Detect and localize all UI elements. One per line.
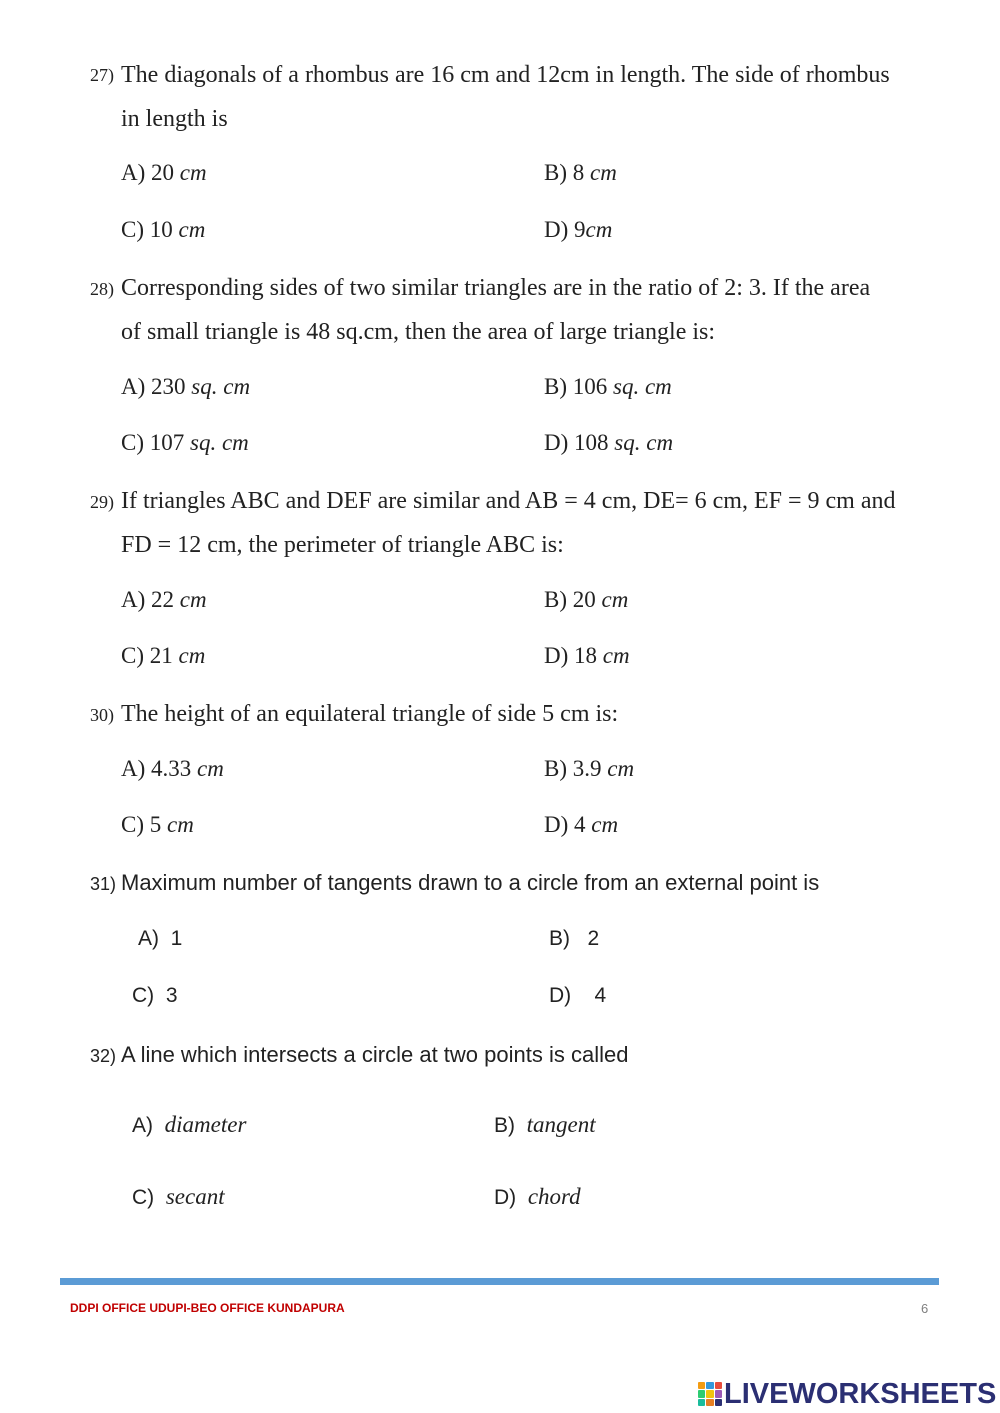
question-28-option-d[interactable]: D) 108 sq. cm [544, 430, 674, 455]
question-31-option-c[interactable]: C) 3 [132, 984, 178, 1007]
question-29-option-b[interactable]: B) 20 cm [544, 587, 629, 612]
question-29-option-c[interactable]: C) 21 cm [121, 643, 206, 668]
liveworksheets-logo[interactable] [698, 1377, 996, 1411]
question-32-number: 32) [90, 1046, 117, 1066]
question-29-text-line2: FD = 12 cm, the perimeter of triangle ABC is: [121, 532, 564, 558]
question-29-option-a[interactable]: A) 22 cm [121, 587, 207, 612]
question-30-option-a[interactable]: A) 4.33 cm [121, 756, 224, 781]
question-32-option-d[interactable]: D) chord [494, 1184, 581, 1209]
question-27-text-line2: in length is [121, 106, 228, 132]
question-31-option-a[interactable]: A) 1 [138, 927, 183, 950]
question-27-text-line1: The diagonals of a rhombus are 16 cm and 12cm in length. The side of rhombus [121, 62, 890, 88]
question-29-number: 29) [90, 492, 114, 512]
question-28-text-line1: Corresponding sides of two similar triangles are in the ratio of 2: 3. If the area [121, 275, 871, 301]
footer-rule [60, 1278, 939, 1285]
question-27-option-c[interactable]: C) 10 cm [121, 217, 206, 242]
question-29-text-line1: If triangles ABC and DEF are similar and AB = 4 cm, DE= 6 cm, EF = 9 cm and [121, 488, 896, 514]
question-28-number: 28) [90, 279, 114, 299]
question-27-option-a[interactable]: A) 20 cm [121, 160, 207, 185]
question-28-option-a[interactable]: A) 230 sq. cm [121, 374, 251, 399]
question-30-text-line1: The height of an equilateral triangle of side 5 cm is: [121, 701, 619, 727]
question-31-text-line1: Maximum number of tangents drawn to a circle from an external point is [121, 870, 820, 895]
question-28-option-b[interactable]: B) 106 sq. cm [544, 374, 672, 399]
question-29-option-d[interactable]: D) 18 cm [544, 643, 630, 668]
question-31-option-d[interactable]: D) 4 [549, 984, 607, 1007]
question-30-option-c[interactable]: C) 5 cm [121, 812, 194, 837]
question-30-option-d[interactable]: D) 4 cm [544, 812, 619, 837]
question-27-number: 27) [90, 65, 114, 85]
question-30-option-b[interactable]: B) 3.9 cm [544, 756, 635, 781]
question-27-option-b[interactable]: B) 8 cm [544, 160, 617, 185]
footer-office-text: DDPI OFFICE UDUPI-BEO OFFICE KUNDAPURA [70, 1301, 345, 1315]
liveworksheets-grid-icon [698, 1382, 722, 1406]
question-28-text-line2: of small triangle is 48 sq.cm, then the area of large triangle is: [121, 319, 716, 345]
question-32-text-line1: A line which intersects a circle at two points is called [121, 1042, 629, 1067]
question-32-option-b[interactable]: B) tangent [494, 1112, 596, 1137]
question-28-option-c[interactable]: C) 107 sq. cm [121, 430, 249, 455]
question-32-option-c[interactable]: C) secant [132, 1184, 225, 1209]
question-32-option-a[interactable]: A) diameter [132, 1112, 247, 1137]
question-31-number: 31) [90, 874, 117, 894]
question-30-number: 30) [90, 705, 114, 725]
liveworksheets-wordmark: LIVEWORKSHEETS [724, 1377, 997, 1410]
page-number: 6 [921, 1301, 929, 1316]
question-27-option-d[interactable]: D) 9cm [544, 217, 613, 242]
question-31-option-b[interactable]: B) 2 [549, 927, 600, 950]
